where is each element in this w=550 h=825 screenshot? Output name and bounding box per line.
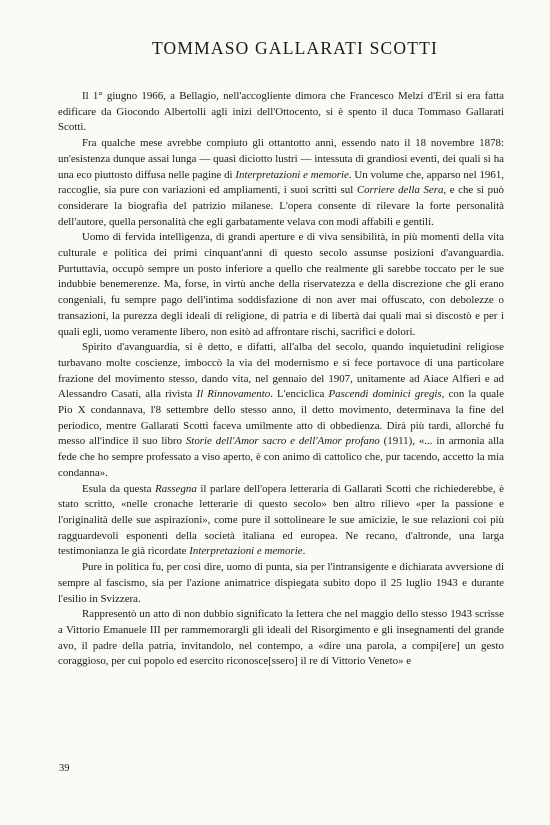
text-run: , e che si può considerare la biografia del patrizio milanese. L'opera consente di rilevare la forte personalità dell'autore, quella personalità che egli garbatamente velava con modi affabili e gentili.: [58, 184, 504, 228]
italic-run: Rassegna: [155, 482, 197, 495]
text-run: .: [302, 545, 306, 558]
text-run: (1911), «... in armonia alla fede che ho sempre professato a viso aperto, è con animo di cattolico che, pur tacendo, accetto la mia condanna».: [58, 435, 504, 479]
page-body: [58, 38, 504, 670]
text-body: [58, 89, 504, 670]
italic-run: Pascendi dominici gregis: [328, 388, 442, 401]
page-number: 39: [59, 763, 70, 774]
italic-run: Interpretazioni e memorie: [189, 545, 303, 558]
text-run: Uomo di fervida intelligenza, di grandi aperture e di viva sensibilità, in più momenti della vita culturale e politica dei primi cinquant'anni di questo secolo assunse posizioni d'avanguardia. Purtuttavia, occupò sempre un posto inferiore a quello che realmente gli sarebbe toccato per le sue indubbie benemerenze. Ma, forse, in virtù anche della riservatezza e della discrezione che gli erano congeniali, fu sempre pago dell'intima soddisfazione di non aver mai offuscato, con debolezze o transazioni, la purezza degli ideali di religione, di patria e di libertà dai quali mai si discostò e per i quali egli, uomo veramente libero, non esitò ad affrontare rischi, sacrifici e dolori.: [58, 231, 504, 338]
text-run: Fra qualche mese avrebbe compiuto gli ottantotto anni, essendo nato il 18 novembre 1878: un'esistenza dunque assai lunga — quasi diciotto lustri — intessuta di grandiosi eventi, dei quali si ha una eco piuttosto diffusa nelle pagine di: [58, 137, 504, 181]
italic-run: Il Rinnovamento: [196, 388, 271, 401]
paragraph: [58, 136, 504, 230]
text-run: il parlare dell'opera letteraria di Gallarati Scotti che richiederebbe, è stato scritto, «nelle cronache letterarie di questo secolo» ben altro rilievo «per la passione e l'originalità delle sue aspirazioni», come pure il sottolineare le sue amicizie, le sue relazioni coi più ragguardevoli esponenti della società italiana ed europea. Ne recano, d'altronde, una larga testimonianza le già ricordate: [58, 482, 505, 558]
text-run: Pure in politica fu, per così dire, uomo di punta, sia per l'intransigente e dichiarata avversione di sempre al fascismo, sia per l'azione animatrice dispiegata subito dopo il 25 luglio 1943 e durante l'esilio in Svizzera.: [58, 561, 504, 605]
text-run: , con la quale Pio X condannava, l'8 settembre dello stesso anno, il detto movimento, determinava la fine del periodico, mentre Gallarati Scotti faceva umilmente atto di obbedienza. Dirà più tardi, allorché fu messo all'indice il suo libro: [58, 388, 504, 448]
paragraph: [58, 482, 504, 561]
italic-run: Corriere della Sera: [356, 184, 444, 197]
text-run: . Un volume che, apparso nel 1961, raccoglie, sia pure con variazioni ed ampliamenti, i suoi scritti sul: [58, 168, 504, 197]
text-run: Spirito d'avanguardia, si è detto, e difatti, all'alba del secolo, quando inquietudini religiose turbavano molte coscienze, imboccò la via del modernismo e si fece portavoce di una particolare frazione del movimento stesso, dando vita, nel gennaio del 1907, unitamente ad Aiace Alfieri e ad Alessandro Casati, alla rivista: [58, 341, 504, 401]
paragraph: [58, 230, 504, 340]
italic-run: Storie dell'Amor sacro e dell'Amor profano: [185, 435, 380, 448]
paragraph: [58, 340, 504, 481]
text-run: Il 1° giugno 1966, a Bellagio, nell'accogliente dimora che Francesco Melzi d'Eril si era fatta edificare da Giocondo Albertolli agli inizi dell'Ottocento, si è spento il duca Tommaso Gallarati Scotti.: [58, 90, 504, 134]
italic-run: Interpretazioni e memorie: [235, 168, 349, 181]
text-run: Esula da questa: [82, 482, 156, 495]
text-run: Rappresentò un atto di non dubbio significato la lettera che nel maggio dello stesso 1943 scrisse a Vittorio Emanuele III per rammemorargli gli ideali del Risorgimento e gli insegnamenti del grande avo, il padre della patria, invitandolo, nel contempo, a «dire una parola, a compi[ere] un gesto coraggioso, per cui popolo ed esercito riconosce[ssero] il re di Vittorio Veneto» e: [58, 608, 504, 668]
page-title: TOMMASO GALLARATI SCOTTI: [151, 38, 439, 58]
text-run: . L'enciclica: [270, 388, 329, 401]
paragraph: [58, 560, 504, 607]
paragraph: [58, 607, 504, 670]
paragraph: [58, 89, 504, 136]
